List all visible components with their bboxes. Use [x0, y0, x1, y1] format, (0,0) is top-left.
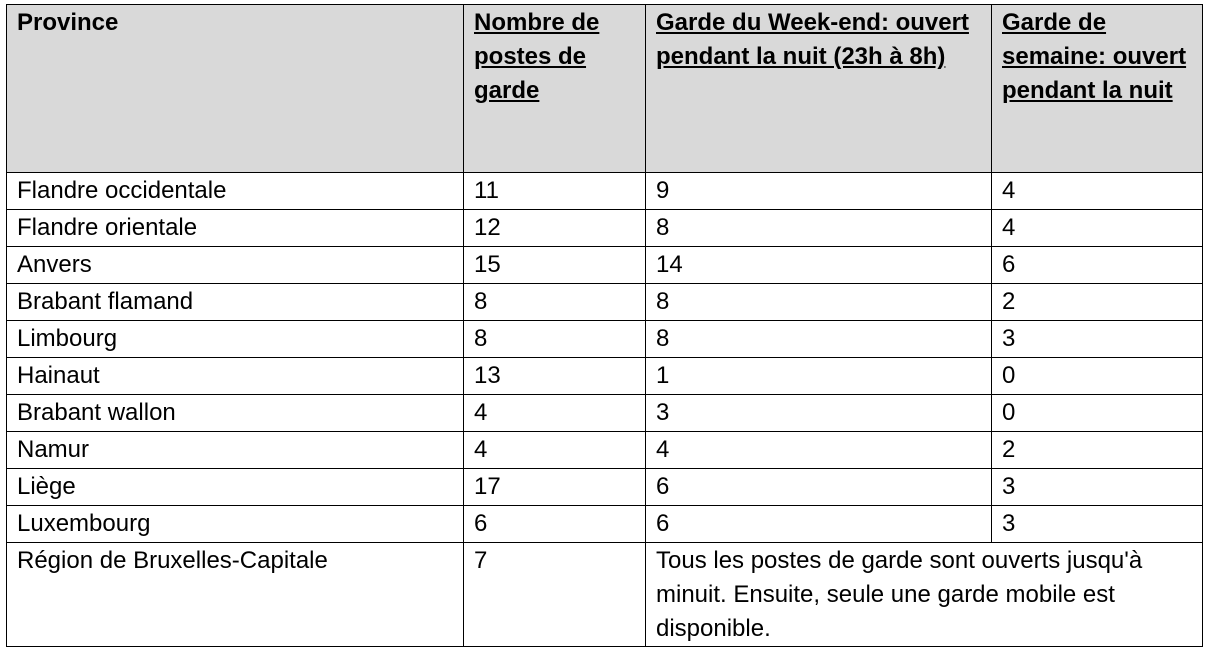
cell-semaine: 3: [992, 506, 1203, 543]
cell-weekend: 3: [646, 395, 992, 432]
table-row: [7, 358, 1203, 395]
header-row: [7, 5, 1203, 173]
cell-postes: 15: [464, 247, 646, 284]
cell-semaine: 2: [992, 284, 1203, 321]
cell-semaine: 0: [992, 358, 1203, 395]
cell-weekend: 6: [646, 506, 992, 543]
table-row: [7, 395, 1203, 432]
cell-weekend: 9: [646, 173, 992, 210]
garde-table: [6, 4, 1203, 647]
header-weekend: [646, 5, 992, 173]
cell-weekend: 1: [646, 358, 992, 395]
cell-postes: 6: [464, 506, 646, 543]
cell-weekend: 14: [646, 247, 992, 284]
header-semaine-label: Garde de semaine: ouvert pendant la nuit: [1002, 9, 1187, 104]
cell-semaine: 3: [992, 321, 1203, 358]
header-province: [7, 5, 464, 173]
table-row: [7, 469, 1203, 506]
table-row: [7, 173, 1203, 210]
cell-semaine: 6: [992, 247, 1203, 284]
header-semaine: [992, 5, 1203, 173]
cell-postes: 13: [464, 358, 646, 395]
table-row: [7, 321, 1203, 358]
cell-semaine: 0: [992, 395, 1203, 432]
cell-postes: 4: [464, 395, 646, 432]
cell-weekend: 4: [646, 432, 992, 469]
cell-postes: 7: [464, 543, 646, 647]
cell-postes: 17: [464, 469, 646, 506]
cell-province: Brabant wallon: [7, 395, 464, 432]
cell-province: Région de Bruxelles-Capitale: [7, 543, 464, 647]
cell-semaine: 3: [992, 469, 1203, 506]
header-province-label: Province: [17, 9, 119, 36]
table-row: [7, 210, 1203, 247]
table-row: [7, 432, 1203, 469]
cell-province: Limbourg: [7, 321, 464, 358]
cell-postes: 8: [464, 321, 646, 358]
cell-weekend: 8: [646, 321, 992, 358]
cell-weekend: 8: [646, 284, 992, 321]
cell-postes: 11: [464, 173, 646, 210]
header-weekend-label: Garde du Week-end: ouvert pendant la nuit (23h à 8h): [656, 9, 969, 70]
table-row: [7, 247, 1203, 284]
cell-province: Hainaut: [7, 358, 464, 395]
table-row-bruxelles: [7, 543, 1203, 647]
table-row: [7, 506, 1203, 543]
cell-province: Brabant flamand: [7, 284, 464, 321]
cell-province: Flandre occidentale: [7, 173, 464, 210]
cell-province: Flandre orientale: [7, 210, 464, 247]
cell-postes: 4: [464, 432, 646, 469]
cell-province: Anvers: [7, 247, 464, 284]
cell-semaine: 4: [992, 173, 1203, 210]
cell-weekend: 6: [646, 469, 992, 506]
cell-weekend: 8: [646, 210, 992, 247]
header-postes-label: Nombre de postes de garde: [474, 9, 600, 104]
header-postes: [464, 5, 646, 173]
cell-bruxelles-note: Tous les postes de garde sont ouverts jusqu'à minuit. Ensuite, seule une garde mobile est disponible.: [646, 543, 1203, 647]
cell-province: Namur: [7, 432, 464, 469]
cell-postes: 12: [464, 210, 646, 247]
cell-province: Luxembourg: [7, 506, 464, 543]
cell-semaine: 2: [992, 432, 1203, 469]
table-row: [7, 284, 1203, 321]
cell-semaine: 4: [992, 210, 1203, 247]
cell-postes: 8: [464, 284, 646, 321]
cell-province: Liège: [7, 469, 464, 506]
